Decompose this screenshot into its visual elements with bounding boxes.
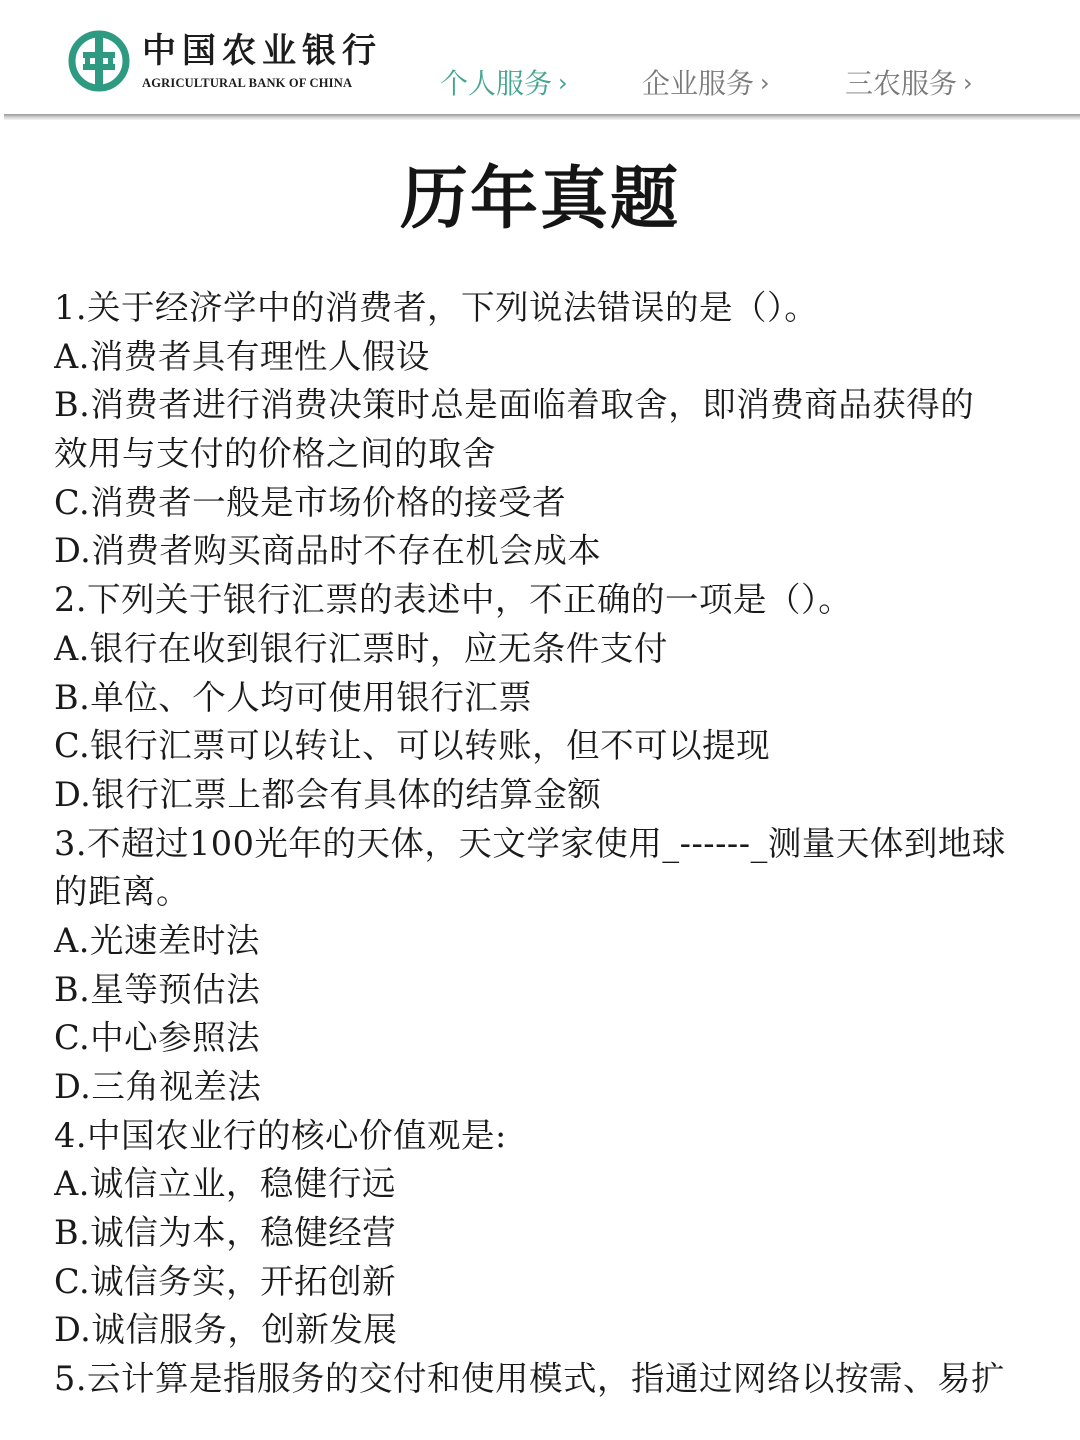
question-4-option-b: B.诚信为本，稳健经营	[54, 1213, 397, 1253]
question-4-option-c: C.诚信务实，开拓创新	[54, 1261, 397, 1301]
abc-logo-icon	[68, 30, 130, 92]
nav-rural-services[interactable]	[845, 62, 973, 102]
question-2-option-a: A.银行在收到银行汇票时，应无条件支付	[54, 628, 668, 668]
page-title: 历年真题	[399, 160, 680, 239]
question-3-stem: 3.不超过100光年的天体，天文学家使用_------_测量天体到地球	[54, 823, 1006, 863]
chevron-right-icon: ›	[558, 69, 568, 97]
question-2-option-b: B.单位、个人均可使用银行汇票	[54, 677, 533, 717]
site-header	[0, 0, 1080, 118]
question-2-option-c: C.银行汇票可以转让、可以转账，但不可以提现	[54, 726, 771, 766]
bank-logo[interactable]	[68, 30, 382, 92]
question-1-option-a: A.消费者具有理性人假设	[54, 336, 430, 376]
bank-name-cn: 中国农业银行	[142, 30, 382, 71]
nav-label: 三农服务	[845, 67, 958, 100]
question-3-option-b: B.星等预估法	[54, 969, 261, 1009]
question-1-option-b-cont: 效用与支付的价格之间的取舍	[54, 434, 496, 474]
question-1-stem: 1.关于经济学中的消费者，下列说法错误的是（）。	[54, 288, 819, 327]
chevron-right-icon: ›	[963, 69, 973, 97]
question-1-option-d: D.消费者购买商品时不存在机会成本	[54, 531, 602, 571]
question-2-option-d: D.银行汇票上都会有具体的结算金额	[54, 774, 602, 814]
nav-label: 企业服务	[642, 67, 755, 100]
header-divider	[4, 114, 1080, 120]
question-5-stem: 5.云计算是指服务的交付和使用模式，指通过网络以按需、易扩	[54, 1359, 1005, 1399]
question-4-stem: 4.中国农业行的核心价值观是:	[54, 1115, 507, 1155]
question-2-stem: 2.下列关于银行汇票的表述中，不正确的一项是（）。	[54, 580, 853, 620]
bank-name-en: AGRICULTURAL BANK OF CHINA	[142, 75, 353, 90]
question-1-option-c: C.消费者一般是市场价格的接受者	[54, 482, 567, 522]
question-4-option-a: A.诚信立业，稳健行远	[54, 1164, 396, 1204]
question-3-option-c: C.中心参照法	[54, 1018, 261, 1058]
question-1-option-b: B.消费者进行消费决策时总是面临着取舍，即消费商品获得的	[54, 385, 975, 425]
question-content	[54, 284, 1034, 1414]
chevron-right-icon: ›	[760, 69, 770, 97]
question-3-option-d: D.三角视差法	[54, 1067, 262, 1106]
logo-text	[142, 32, 382, 91]
question-3-stem-cont: 的距离。	[54, 872, 190, 912]
question-3-option-a: A.光速差时法	[54, 920, 260, 960]
nav-business-services[interactable]	[642, 62, 770, 102]
question-4-option-d: D.诚信服务，创新发展	[54, 1310, 398, 1350]
nav-label: 个人服务	[440, 67, 553, 100]
nav-personal-services[interactable]	[440, 62, 568, 102]
